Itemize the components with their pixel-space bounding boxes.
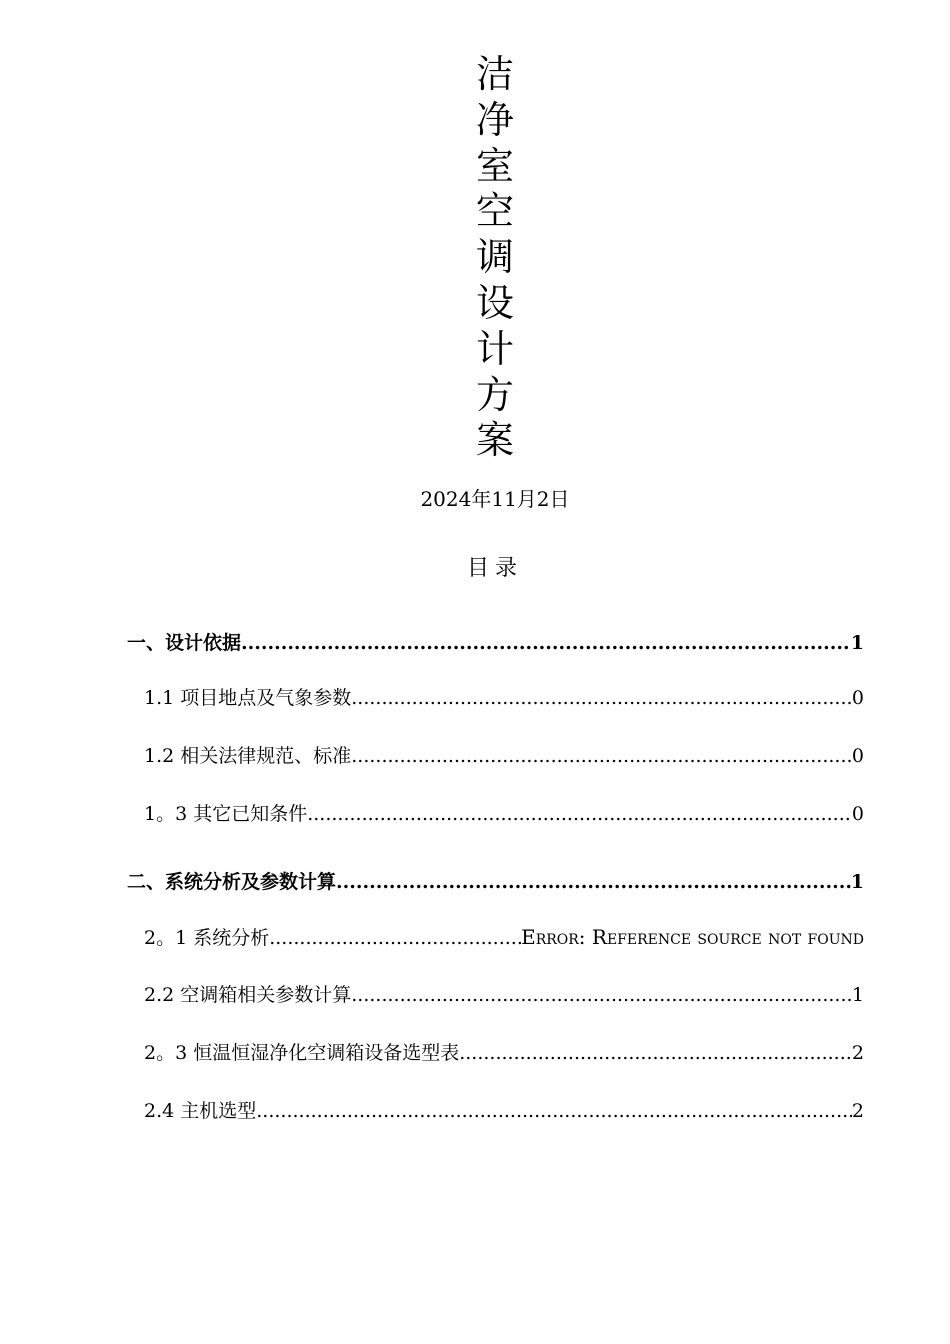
toc-leader-dots bbox=[351, 685, 852, 711]
toc-leader-dots bbox=[459, 1040, 852, 1066]
toc-entry-text: 2.2 空调箱相关参数计算 bbox=[144, 984, 352, 1006]
title-char: 案 bbox=[475, 418, 514, 463]
toc-leader-dots bbox=[351, 743, 852, 769]
document-date: 2024年11月2日 bbox=[420, 487, 570, 511]
toc-entry-page-error: Error: Reference source not found bbox=[521, 925, 864, 949]
toc-entry-page: 0 bbox=[851, 803, 864, 825]
toc-entry-page: 0 bbox=[851, 745, 864, 767]
toc-entry-page: 2 bbox=[851, 1100, 864, 1122]
toc-leader-dots bbox=[269, 925, 521, 951]
toc-leader-dots bbox=[307, 801, 852, 827]
toc-entry-text: 1.2 相关法律规范、标准 bbox=[144, 745, 352, 767]
toc-entry-text: 2。3 恒温恒湿净化空调箱设备选型表 bbox=[144, 1042, 460, 1064]
toc-entry[interactable] bbox=[144, 801, 864, 827]
toc-entry-page: 1 bbox=[850, 632, 864, 654]
toc-entry-text: 2。1 系统分析 bbox=[144, 927, 270, 949]
title-char: 方 bbox=[475, 372, 514, 417]
toc-leader-dots bbox=[241, 630, 851, 656]
title-char: 计 bbox=[475, 326, 514, 371]
toc-leader-dots bbox=[351, 982, 852, 1008]
toc-entry-text: 一、设计依据 bbox=[127, 632, 242, 654]
toc-leader-dots bbox=[256, 1098, 852, 1124]
toc-entry-page: 1 bbox=[851, 984, 864, 1006]
toc-entry-text: 二、系统分析及参数计算 bbox=[127, 871, 337, 893]
toc-entry[interactable] bbox=[144, 1040, 864, 1066]
toc-entry-text: 1。3 其它已知条件 bbox=[144, 803, 308, 825]
toc-entry[interactable] bbox=[127, 869, 864, 895]
toc-entry-page: 2 bbox=[851, 1042, 864, 1064]
toc-entry[interactable] bbox=[144, 743, 864, 769]
title-char: 设 bbox=[475, 280, 514, 325]
title-char: 空 bbox=[475, 189, 514, 234]
toc-leader-dots bbox=[336, 869, 851, 895]
toc-heading: 目录 bbox=[466, 556, 523, 581]
toc-entry-text: 1.1 项目地点及气象参数 bbox=[144, 687, 352, 709]
toc-entry[interactable] bbox=[144, 685, 864, 711]
toc-entry[interactable] bbox=[144, 924, 864, 951]
title-char: 净 bbox=[475, 97, 514, 142]
toc-entry-text: 2.4 主机选型 bbox=[144, 1100, 257, 1122]
toc-entry-page: 1 bbox=[850, 871, 864, 893]
toc-entry[interactable] bbox=[127, 630, 864, 656]
title-char: 室 bbox=[475, 143, 514, 188]
toc-entry[interactable] bbox=[144, 982, 864, 1008]
toc-entry-page: 0 bbox=[851, 687, 864, 709]
title-char: 洁 bbox=[475, 52, 514, 96]
toc-entry[interactable] bbox=[144, 1098, 864, 1124]
title-char: 调 bbox=[475, 235, 514, 280]
